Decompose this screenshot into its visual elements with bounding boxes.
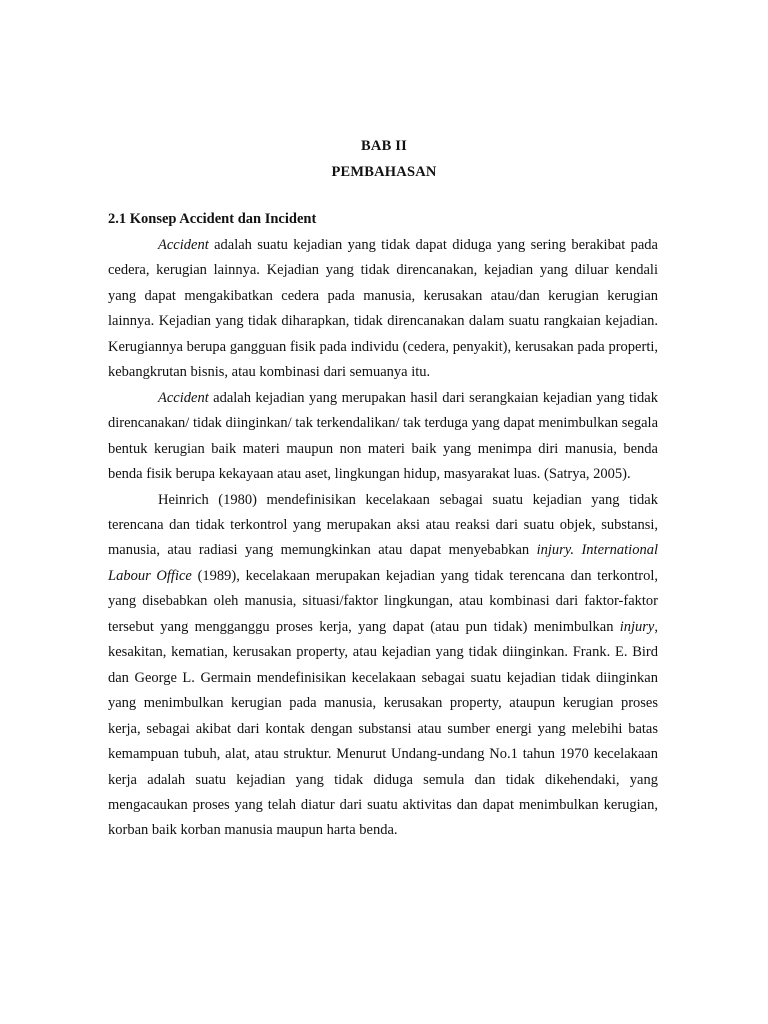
paragraph-text: adalah kejadian yang merupakan hasil dari serangkaian kejadian yang tidak direncanakan/ tidak diinginkan/ tak terkendalikan/ tak terduga yang dapat menimbulkan segala bentuk kerugian baik materi maupun non materi baik yang menimpa diri manusia, benda benda fisik berupa kekayaan atau aset, lingkungan hidup, masyarakat luas. (Satrya, 2005). [108, 389, 659, 483]
paragraph-accident-series [108, 386, 658, 488]
section-heading: 2.1 Konsep Accident dan Incident [108, 211, 317, 227]
body-text [108, 233, 658, 844]
italic-term: injury [619, 618, 655, 635]
italic-term: Accident [158, 237, 209, 253]
paragraph-definitions [108, 488, 658, 844]
italic-term: Accident [158, 389, 209, 406]
chapter-title: PEMBAHASAN [331, 164, 437, 180]
chapter-number: BAB II [361, 138, 407, 154]
paragraph-text: , kesakitan, kematian, kerusakan property, atau kejadian yang tidak diinginkan. Frank. E. Bird dan George L. Germain mendefinisikan kecelakaan sebagai suatu kejadian tidak diinginkan yang menimbulkan kerugian pada manusia, kerusakan property, ataupun kerugian proses kerja, sebagai akibat dari kontak dengan substansi atau sumber energi yang melebihi batas kemampuan tubuh, alat, atau struktur. Menurut Undang-undang No.1 tahun 1970 kecelakaan kerja adalah suatu kejadian yang tidak diduga semula dan tidak dikehendaki, yang mengacaukan proses yang telah diatur dari suatu aktivitas dan dapat menimbulkan kerugian, korban baik korban manusia maupun harta benda. [108, 618, 658, 839]
paragraph-accident-definition [108, 233, 658, 386]
paragraph-text: (1989), kecelakaan merupakan kejadian yang tidak terencana dan terkontrol, yang disebabkan oleh manusia, situasi/faktor lingkungan, atau kombinasi dari faktor-faktor tersebut yang mengganggu proses kerja, yang dapat (atau pun tidak) menimbulkan [108, 567, 658, 635]
paragraph-text: Heinrich (1980) mendefinisikan kecelakaan sebagai suatu kejadian yang tidak terencana dan tidak terkontrol yang merupakan aksi atau reaksi dari suatu objek, substansi, manusia, atau radiasi yang memungkinkan atau dapat menyebabkan [108, 491, 658, 559]
italic-term: International Labour Office [108, 542, 658, 584]
italic-term: injury. [536, 542, 575, 559]
paragraph-text: adalah suatu kejadian yang tidak dapat diduga yang sering berakibat pada cedera, kerugian lainnya. Kejadian yang tidak direncanakan, kejadian yang diluar kendali yang dapat mengakibatkan cedera pada manusia, kerusakan atau/dan kerugian kerugian lainnya. Kejadian yang tidak diharapkan, tidak direncanakan dalam suatu rangkaian kejadian. Kerugiannya berupa gangguan fisik pada individu (cedera, penyakit), kerusakan pada properti, kebangkrutan bisnis, atau kombinasi dari semuanya itu. [108, 237, 658, 381]
